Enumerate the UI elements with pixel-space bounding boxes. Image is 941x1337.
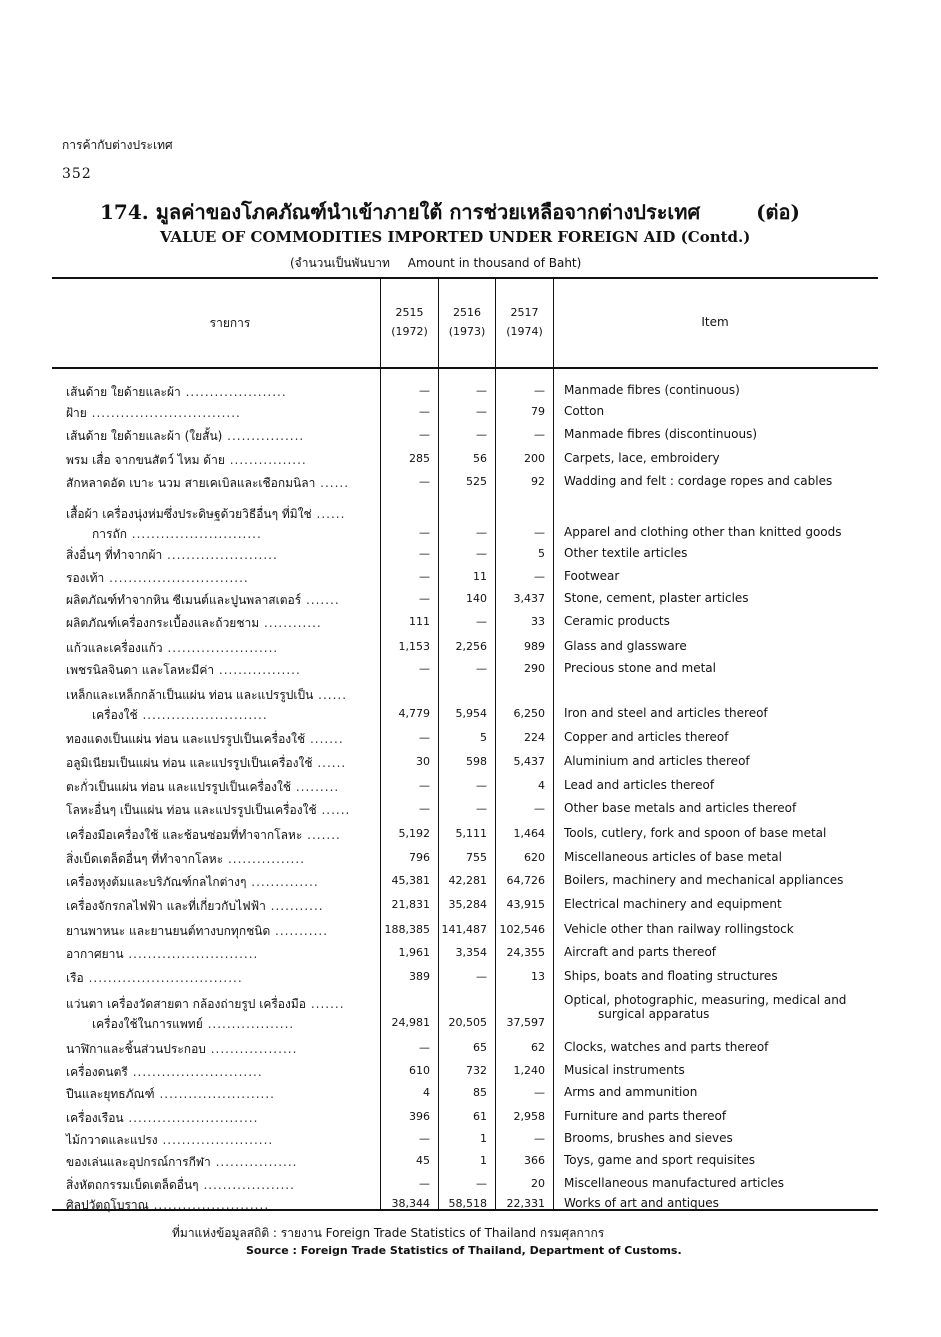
leader-dots: ....... [305,732,344,746]
value-cell: 5 [480,731,487,744]
row-label-thai: ผลิตภัณฑ์เครื่องกระเบื้องและถ้วยชาม ............ [66,616,322,630]
row-label-english: Boilers, machinery and mechanical appliances [564,873,844,887]
value-cell: 5,954 [455,707,487,720]
leader-dots: ........................... [127,1065,263,1079]
value-cell: — [476,970,487,983]
value-cell: 141,487 [441,923,487,936]
value-cell: 64,726 [506,874,545,887]
table-top-rule [52,277,878,279]
value-cell: — [419,570,430,583]
value-cell: 24,981 [391,1016,430,1029]
value-cell: — [534,428,545,441]
value-cell: — [419,428,430,441]
row-label-thai: นาฬิกาและชิ้นส่วนประกอบ .................. [66,1042,298,1056]
leader-dots: ............ [259,616,322,630]
row-label-english: Wadding and felt : cordage ropes and cables [564,474,833,488]
leader-dots: ...... [311,507,346,521]
column-divider [380,279,381,1209]
leader-dots: ........................... [126,527,262,541]
value-cell: 79 [531,405,545,418]
value-cell: — [534,1086,545,1099]
row-label-thai: อลูมิเนียมเป็นแผ่น ท่อน และแปรรูปเป็นเครื่องใช้ ...... [66,756,347,770]
leader-dots: ....................... [162,641,279,655]
row-label-thai: พรม เสื่อ จากขนสัตว์ ไหม ด้าย ................ [66,453,307,467]
value-cell: 1,961 [398,946,430,959]
value-cell: 13 [531,970,545,983]
value-cell: — [419,547,430,560]
value-cell: 43,915 [506,898,545,911]
value-cell: 620 [524,851,545,864]
row-label-english: Aluminium and articles thereof [564,754,750,768]
row-label-thai: เพชรนิลจินดา และโลหะมีค่า ................. [66,663,301,677]
leader-dots: ...... [316,803,351,817]
leader-dots: ........... [265,899,324,913]
row-label-thai: เครื่องหุงต้มและบริภัณฑ์กลไกต่างๆ .............. [66,875,319,889]
leader-dots: ....... [301,593,340,607]
row-label-english: Cotton [564,404,605,418]
row-label-english: Clocks, watches and parts thereof [564,1040,769,1054]
value-cell: 1 [480,1154,487,1167]
row-label-thai: เครื่องจักรกลไฟฟ้า และที่เกี่ยวกับไฟฟ้า ........... [66,899,324,913]
page-number: 352 [62,166,92,182]
leader-dots: ....... [306,997,345,1011]
row-label-thai: ของเล่นและอุปกรณ์การกีฬา ................. [66,1155,298,1169]
value-cell: 200 [524,452,545,465]
row-label-english: Glass and glassware [564,639,687,653]
value-cell: 5,111 [455,827,487,840]
value-cell: 5 [538,547,545,560]
value-cell: — [534,384,545,397]
value-cell: 56 [473,452,487,465]
table-title-thai [100,196,830,228]
value-cell: 111 [409,615,430,628]
row-label-thai: ฝ้าย ............................... [66,406,241,420]
value-cell: 65 [473,1041,487,1054]
value-cell: 989 [524,640,545,653]
leader-dots: ................ [224,453,307,467]
leader-dots: ....................... [157,1133,274,1147]
value-cell: — [476,779,487,792]
value-cell: — [534,1132,545,1145]
value-cell: 755 [466,851,487,864]
row-label-english: Brooms, brushes and sieves [564,1131,733,1145]
leader-dots: ...... [313,688,348,702]
row-label-english: Manmade fibres (continuous) [564,383,740,397]
value-cell: — [534,802,545,815]
title-thai-text: มูลค่าของโภคภัณฑ์นำเข้าภายใต้ การช่วยเหลือจากต่างประเทศ [155,200,701,224]
title-english-text: VALUE OF COMMODITIES IMPORTED UNDER FOREIGN AID [160,228,676,246]
row-label-english: Manmade fibres (discontinuous) [564,427,758,441]
leader-dots: ......... [291,780,340,794]
column-divider [495,279,496,1209]
value-cell: — [476,1177,487,1190]
value-cell: — [419,802,430,815]
value-cell: 796 [409,851,430,864]
value-cell: — [419,405,430,418]
row-label-thai: โลหะอื่นๆ เป็นแผ่น ท่อน และแปรรูปเป็นเครื่องใช้ ...... [66,803,351,817]
row-label-thai: เรือ ................................ [66,971,243,985]
leader-dots: ........................... [123,1111,259,1125]
row-label-english: Apparel and clothing other than knitted goods [564,525,842,539]
value-cell: 5,437 [513,755,545,768]
row-label-english: Other textile articles [564,546,688,560]
unit-note-thai: (จำนวนเป็นพันบาท [290,256,390,270]
leader-dots: .......................... [137,708,268,722]
header-year-1974 [496,303,553,341]
row-label-english: Arms and ammunition [564,1085,698,1099]
leader-dots: ................... [198,1178,295,1192]
leader-dots: ...... [312,756,347,770]
leader-dots: ................. [214,663,301,677]
value-cell: — [534,526,545,539]
row-label-english: Stone, cement, plaster articles [564,591,749,605]
value-cell: 224 [524,731,545,744]
row-label-thai-cont: การถัก ........................... [92,527,262,541]
value-cell: 285 [409,452,430,465]
row-label-thai: เหล็กและเหล็กกล้าเป็นแผ่น ท่อน และแปรรูปเป็น ...... [66,688,348,702]
row-label-thai: ตะกั่วเป็นแผ่น ท่อน และแปรรูปเป็นเครื่องใช้ ......... [66,780,340,794]
row-label-english: Iron and steel and articles thereof [564,706,768,720]
row-label-thai: สิ่งเบ็ดเตล็ดอื่นๆ ที่ทำจากโลหะ ................ [66,852,306,866]
value-cell: — [419,1177,430,1190]
value-cell: 188,385 [384,923,430,936]
row-label-thai: ไม้กวาดและแปรง ....................... [66,1133,274,1147]
table-title-english [160,228,750,246]
header-thai-item: รายการ [209,316,251,330]
row-label-english: Lead and articles thereof [564,778,715,792]
row-label-thai: ศิลปวัตถุโบราณ ........................ [66,1198,270,1212]
header-year-1972 [381,303,438,341]
header-year-1973 [439,303,495,341]
row-label-english: Aircraft and parts thereof [564,945,717,959]
leader-dots: ........... [270,924,329,938]
leader-dots: .............. [246,875,319,889]
row-label-english: Works of art and antiques [564,1196,719,1210]
value-cell: 6,250 [513,707,545,720]
value-cell: — [476,526,487,539]
leader-dots: ............................... [86,406,241,420]
leader-dots: ................ [223,852,306,866]
value-cell: 732 [466,1064,487,1077]
value-cell: 4 [423,1086,430,1099]
value-cell: 1 [480,1132,487,1145]
source-note-english: Source : Foreign Trade Statistics of Thailand, Department of Customs. [246,1244,682,1257]
row-label-thai: ยานพาหนะ และยานยนต์ทางบกทุกชนิด ........... [66,924,329,938]
value-cell: 610 [409,1064,430,1077]
value-cell: 4,779 [398,707,430,720]
title-contd-english: (Contd.) [680,228,751,246]
year-be: 2515 [395,306,424,319]
value-cell: — [476,405,487,418]
title-contd-thai: (ต่อ) [756,200,800,224]
value-cell: 366 [524,1154,545,1167]
row-label-english: Other base metals and articles thereof [564,801,797,815]
value-cell: 5,192 [398,827,430,840]
value-cell: 525 [466,475,487,488]
row-label-thai: เครื่องดนตรี ........................... [66,1065,263,1079]
value-cell: 20,505 [448,1016,487,1029]
leader-dots: .................. [202,1017,295,1031]
value-cell: 85 [473,1086,487,1099]
column-divider [438,279,439,1209]
leader-dots: ....... [302,828,341,842]
row-label-english: Ships, boats and floating structures [564,969,778,983]
row-label-english: Musical instruments [564,1063,685,1077]
row-label-english: Vehicle other than railway rollingstock [564,922,794,936]
value-cell: — [419,731,430,744]
row-label-english: Precious stone and metal [564,661,716,675]
value-cell: 38,344 [391,1197,430,1210]
unit-note [290,254,595,273]
row-label-english: Optical, photographic, measuring, medical and [564,993,847,1007]
leader-dots: ...... [315,476,350,490]
value-cell: 11 [473,570,487,583]
row-label-thai: รองเท้า ............................. [66,571,249,585]
leader-dots: ....................... [162,548,278,562]
leader-dots: ........................ [154,1087,275,1101]
value-cell: 45,381 [391,874,430,887]
value-cell: — [419,592,430,605]
year-ad: (1974) [506,325,543,338]
value-cell: 58,518 [448,1197,487,1210]
row-label-english: Footwear [564,569,620,583]
row-label-thai: เสื้อผ้า เครื่องนุ่งห่มซึ่งประดิษฐด้วยวิธีอื่นๆ ที่มิใช่ ...... [66,507,346,521]
value-cell: 1,464 [513,827,545,840]
leader-dots: ........................ [148,1198,270,1212]
value-cell: 62 [531,1041,545,1054]
source-note-thai: ที่มาแห่งข้อมูลสถิติ : รายงาน Foreign Trade Statistics of Thailand กรมศุลกากร [172,1226,605,1240]
row-label-thai-cont: เครื่องใช้ .......................... [92,708,268,722]
row-label-english: Electrical machinery and equipment [564,897,782,911]
row-label-english: Furniture and parts thereof [564,1109,727,1123]
table-number: 174. [100,200,149,224]
row-label-english: Copper and articles thereof [564,730,729,744]
value-cell: — [419,384,430,397]
leader-dots: ..................... [180,385,287,399]
value-cell: — [419,526,430,539]
row-label-thai: ปืนและยุทธภัณฑ์ ........................ [66,1087,275,1101]
value-cell: — [476,802,487,815]
value-cell: 4 [538,779,545,792]
row-label-thai: เส้นด้าย ใยด้ายและผ้า (ใยสั้น) ................ [66,429,305,443]
value-cell: 389 [409,970,430,983]
leader-dots: ................ [222,429,305,443]
value-cell: 290 [524,662,545,675]
value-cell: 45 [416,1154,430,1167]
row-label-thai: แก้วและเครื่องแก้ว ....................... [66,641,279,655]
value-cell: — [419,1041,430,1054]
row-label-thai: ทองแดงเป็นแผ่น ท่อน และแปรรูปเป็นเครื่องใช้ ....... [66,732,344,746]
value-cell: 1,240 [513,1064,545,1077]
row-label-thai: เส้นด้าย ใยด้ายและผ้า ..................... [66,385,287,399]
row-label-thai: เครื่องเรือน ........................... [66,1111,259,1125]
value-cell: 102,546 [499,923,545,936]
leader-dots: ............................. [104,571,249,585]
row-label-english: Miscellaneous manufactured articles [564,1176,785,1190]
value-cell: 24,355 [506,946,545,959]
leader-dots: ................................ [83,971,243,985]
row-label-english: Ceramic products [564,614,670,628]
value-cell: — [419,475,430,488]
column-divider [553,279,554,1209]
value-cell: — [476,428,487,441]
value-cell: 21,831 [391,898,430,911]
row-label-thai: อากาศยาน ........................... [66,947,259,961]
row-label-english: Miscellaneous articles of base metal [564,850,782,864]
value-cell: — [534,570,545,583]
row-label-thai: เครื่องมือเครื่องใช้ และช้อนซ่อมที่ทำจากโลหะ ....... [66,828,341,842]
value-cell: 3,354 [455,946,487,959]
value-cell: 598 [466,755,487,768]
year-be: 2517 [510,306,539,319]
unit-note-english: Amount in thousand of Baht) [407,256,582,270]
value-cell: 3,437 [513,592,545,605]
value-cell: — [419,662,430,675]
value-cell: 30 [416,755,430,768]
year-be: 2516 [453,306,481,319]
section-label: การค้ากับต่างประเทศ [62,138,173,152]
row-label-english-cont: surgical apparatus [598,1007,710,1021]
header-english-item: Item [701,315,729,329]
row-label-english: Carpets, lace, embroidery [564,451,720,465]
value-cell: 42,281 [448,874,487,887]
row-label-thai: สิ่งอื่นๆ ที่ทำจากผ้า ....................... [66,548,278,562]
value-cell: 35,284 [448,898,487,911]
row-label-thai: แว่นตา เครื่องวัดสายตา กล้องถ่ายรูป เครื่องมือ ....... [66,997,345,1011]
year-ad: (1973) [448,325,486,338]
value-cell: — [476,547,487,560]
row-label-english: Tools, cutlery, fork and spoon of base metal [564,826,827,840]
value-cell: 2,958 [513,1110,545,1123]
value-cell: 140 [466,592,487,605]
leader-dots: ................. [210,1155,298,1169]
row-label-thai: ผลิตภัณฑ์ทำจากหิน ซีเมนต์และปูนพลาสเตอร์ ....... [66,593,340,607]
value-cell: — [419,1132,430,1145]
value-cell: — [419,779,430,792]
value-cell: — [476,615,487,628]
leader-dots: ........................... [123,947,259,961]
value-cell: — [476,384,487,397]
row-label-english: Toys, game and sport requisites [564,1153,756,1167]
value-cell: 1,153 [398,640,430,653]
value-cell: 22,331 [506,1197,545,1210]
value-cell: 20 [531,1177,545,1190]
value-cell: — [476,662,487,675]
value-cell: 33 [531,615,545,628]
value-cell: 92 [531,475,545,488]
leader-dots: .................. [205,1042,298,1056]
row-label-thai-cont: เครื่องใช้ในการแพทย์ .................. [92,1017,295,1031]
year-ad: (1972) [391,325,428,338]
value-cell: 396 [409,1110,430,1123]
value-cell: 37,597 [506,1016,545,1029]
table-header-rule [52,367,878,369]
row-label-thai: สิ่งหัตถกรรมเบ็ดเตล็ดอื่นๆ ................... [66,1178,295,1192]
value-cell: 2,256 [455,640,487,653]
row-label-thai: สักหลาดอัด เบาะ นวม สายเคเบิลและเชือกมนิลา ...... [66,476,350,490]
value-cell: 61 [473,1110,487,1123]
